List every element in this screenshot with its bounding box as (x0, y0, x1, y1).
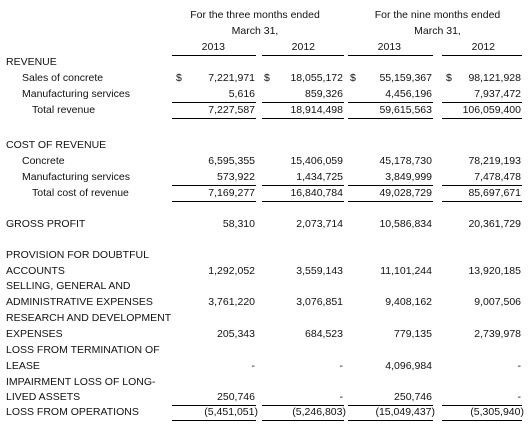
cell-value: 205,343 (217, 328, 255, 340)
year-col-2: 2012 (291, 41, 315, 53)
cell-value: 859,326 (305, 88, 343, 100)
label-expenses: EXPENSES (6, 328, 63, 340)
label-research-development: RESEARCH AND DEVELOPMENT (6, 312, 172, 324)
label-accounts: ACCOUNTS (6, 265, 65, 277)
subtotal-rule (348, 102, 433, 103)
label-lease: LEASE (6, 360, 40, 372)
cell-value: 58,310 (222, 218, 255, 230)
cell-value: 7,478,478 (474, 171, 521, 183)
cell-value: 3,761,220 (208, 296, 255, 308)
cell-value: 3,559,143 (296, 265, 343, 277)
cell-value: 49,028,729 (379, 187, 432, 199)
label-lived-assets: LIVED ASSETS (6, 391, 81, 403)
header-rule-2 (262, 55, 344, 56)
cell-value: 59,615,563 (379, 104, 432, 116)
label-loss-termination: LOSS FROM TERMINATION OF (6, 344, 160, 356)
label-manufacturing-services-cost: Manufacturing services (22, 171, 130, 183)
cell-value: (5,451,051) (204, 406, 258, 418)
cell-value: 18,055,172 (290, 72, 343, 84)
cell-value: - (251, 360, 255, 372)
cell-value: 684,523 (305, 328, 343, 340)
currency-symbol: $ (446, 72, 452, 84)
cell-value: 1,434,725 (296, 171, 343, 183)
cell-value: 7,221,971 (208, 72, 255, 84)
year-col-1: 2013 (201, 41, 225, 53)
cell-value: - (517, 391, 521, 403)
cell-value: 13,920,185 (468, 265, 521, 277)
total-rule (442, 201, 522, 202)
total-rule (442, 118, 522, 119)
cell-value: 10,586,834 (379, 218, 432, 230)
label-total-revenue: Total revenue (32, 104, 96, 116)
cell-value: 250,746 (394, 391, 432, 403)
label-sales-of-concrete: Sales of concrete (22, 72, 104, 84)
year-col-4: 2012 (471, 41, 495, 53)
year-col-3: 2013 (377, 41, 401, 53)
label-administrative-expenses: ADMINISTRATIVE EXPENSES (6, 296, 153, 308)
cell-value: 18,914,498 (290, 104, 343, 116)
header-nine-months: For the nine months ended (374, 9, 501, 21)
cell-value: 45,178,730 (379, 155, 432, 167)
subtotal-rule (442, 185, 522, 186)
cell-value: 1,292,052 (208, 265, 255, 277)
label-loss-from-operations: LOSS FROM OPERATIONS (6, 406, 139, 418)
cell-value: 7,227,587 (208, 104, 255, 116)
label-concrete: Concrete (22, 155, 65, 167)
subtotal-rule (262, 102, 344, 103)
label-revenue: REVENUE (6, 56, 57, 68)
total-rule (172, 118, 256, 119)
cell-value: - (339, 360, 343, 372)
cell-value: - (517, 360, 521, 372)
total-rule (172, 201, 256, 202)
subtotal-rule (172, 102, 256, 103)
label-provision-doubtful: PROVISION FOR DOUBTFUL (6, 249, 149, 261)
total-rule (348, 420, 433, 421)
subtotal-rule (348, 185, 433, 186)
total-rule (262, 201, 344, 202)
cell-value: 16,840,784 (290, 187, 343, 199)
cell-value: 7,937,472 (474, 88, 521, 100)
cell-value: 779,135 (394, 328, 432, 340)
subtotal-rule (442, 102, 522, 103)
cell-value: 9,007,506 (474, 296, 521, 308)
label-manufacturing-services-revenue: Manufacturing services (22, 88, 130, 100)
cell-value: 5,616 (228, 88, 255, 100)
header-march31-nine: March 31, (414, 25, 461, 37)
currency-symbol: $ (176, 72, 182, 84)
cell-value: 6,595,355 (208, 155, 255, 167)
header-rule-1 (172, 55, 256, 56)
cell-value: 2,073,714 (296, 218, 343, 230)
cell-value: 20,361,729 (468, 218, 521, 230)
subtotal-rule (172, 185, 256, 186)
cell-value: - (339, 391, 343, 403)
label-gross-profit: GROSS PROFIT (6, 218, 86, 230)
cell-value: 4,456,196 (385, 88, 432, 100)
total-rule (172, 420, 256, 421)
cell-value: 106,059,400 (462, 104, 521, 116)
total-rule (262, 118, 344, 119)
cell-value: 7,169,277 (208, 187, 255, 199)
total-rule (348, 201, 433, 202)
header-three-months: For the three months ended (190, 9, 320, 21)
header-rule-4 (442, 55, 522, 56)
subtotal-rule (262, 185, 344, 186)
cell-value: 78,219,193 (468, 155, 521, 167)
cell-value: 11,101,244 (380, 265, 432, 277)
cell-value: 2,739,978 (474, 328, 521, 340)
cell-value: 573,922 (217, 171, 255, 183)
cell-value: 3,076,851 (296, 296, 343, 308)
total-rule (348, 118, 433, 119)
cell-value: 85,697,671 (468, 187, 521, 199)
cell-value: 15,406,059 (290, 155, 343, 167)
label-selling-general: SELLING, GENERAL AND (6, 280, 131, 292)
cell-value: (5,305,940) (470, 406, 524, 418)
cell-value: 9,408,162 (385, 296, 432, 308)
cell-value: 4,096,984 (385, 360, 432, 372)
label-total-cost-of-revenue: Total cost of revenue (32, 187, 129, 199)
label-impairment-loss: IMPAIRMENT LOSS OF LONG- (6, 376, 156, 388)
header-march31-three: March 31, (231, 25, 279, 37)
cell-value: 55,159,367 (379, 72, 432, 84)
total-rule (262, 420, 344, 421)
cell-value: 3,849,999 (385, 171, 432, 183)
currency-symbol: $ (264, 72, 270, 84)
currency-symbol: $ (350, 72, 356, 84)
total-rule (442, 420, 522, 421)
cell-value: 250,746 (217, 391, 255, 403)
header-rule-3 (348, 55, 433, 56)
cell-value: (15,049,437) (375, 406, 435, 418)
cell-value: (5,246,803) (292, 406, 346, 418)
cell-value: 98,121,928 (468, 72, 521, 84)
label-cost-of-revenue: COST OF REVENUE (6, 139, 107, 151)
